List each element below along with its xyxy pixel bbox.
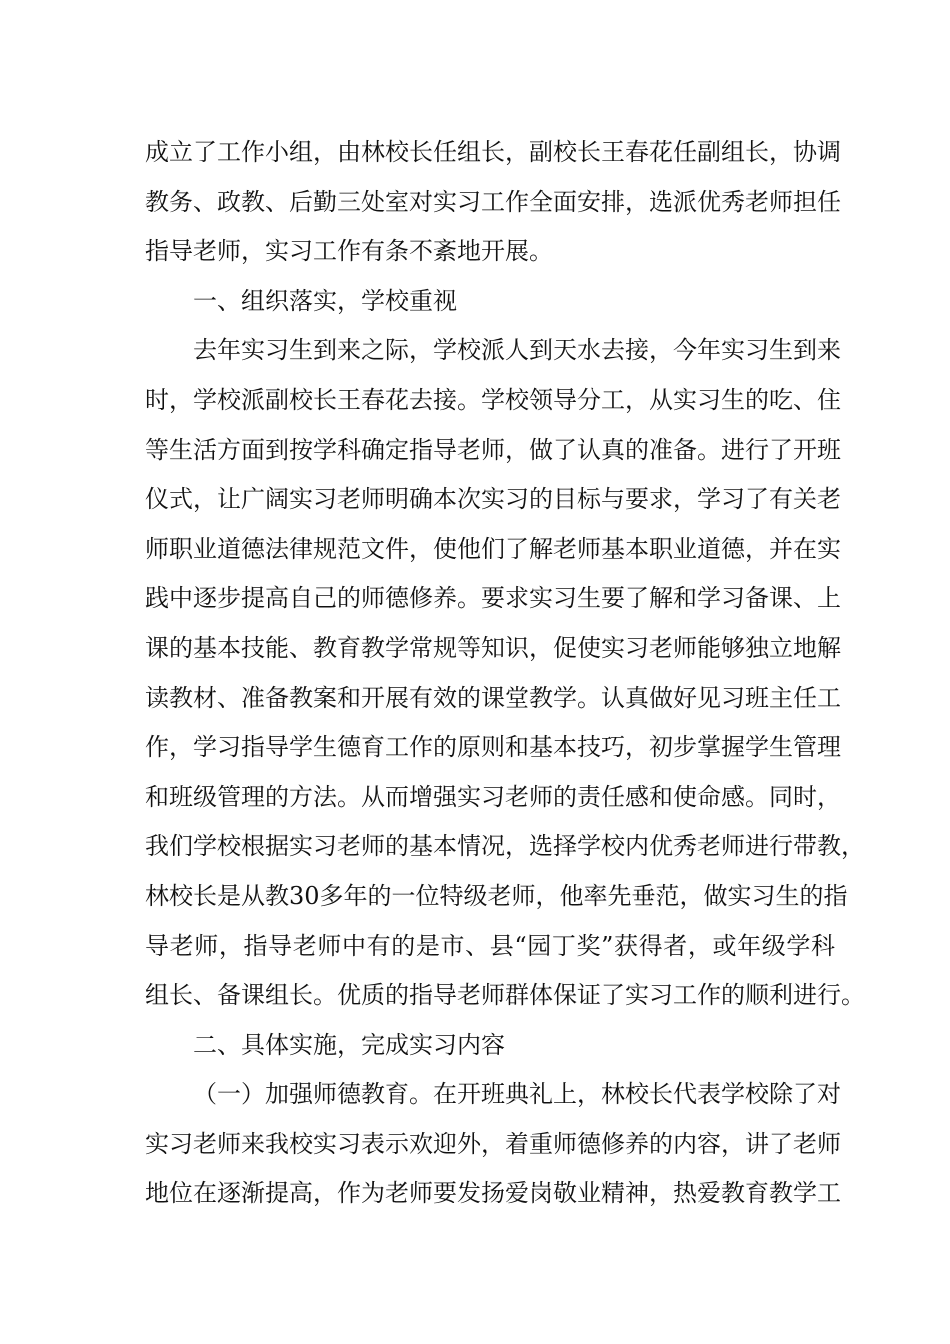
text-line: 组长、备课组长。优质的指导老师群体保证了实习工作的顺利进行。 (145, 981, 865, 1010)
text-line: 去年实习生到来之际，学校派人到天水去接，今年实习生到来 (193, 336, 841, 365)
text-line: 林校长是从教30多年的一位特级老师，他率先垂范，做实习生的指 (145, 881, 848, 910)
text-line: 等生活方面到按学科确定指导老师，做了认真的准备。进行了开班 (145, 435, 841, 464)
text-line: 导老师，指导老师中有的是市、县“园丁奖”获得者，或年级学科 (145, 931, 835, 960)
document-body (145, 128, 865, 1219)
text-line: 作，学习指导学生德育工作的原则和基本技巧，初步掌握学生管理 (145, 733, 841, 762)
text-line: 课的基本技能、教育教学常规等知识，促使实习老师能够独立地解 (145, 633, 841, 662)
text-line: 践中逐步提高自己的师德修养。要求实习生要了解和学习备课、上 (145, 584, 841, 613)
text-line: 和班级管理的方法。从而增强实习老师的责任感和使命感。同时， (145, 782, 841, 811)
text-line: 成立了工作小组，由林校长任组长，副校长王春花任副组长，协调 (145, 138, 841, 166)
text-line: 时，学校派副校长王春花去接。学校领导分工，从实习生的吃、住 (145, 385, 841, 414)
text-line: 地位在逐渐提高，作为老师要发扬爱岗敬业精神，热爱教育教学工 (145, 1179, 841, 1208)
text-line: 指导老师，实习工作有条不紊地开展。 (145, 237, 553, 266)
text-line: 仪式，让广阔实习老师明确本次实习的目标与要求，学习了有关老 (145, 485, 841, 514)
text-line: 师职业道德法律规范文件，使他们了解老师基本职业道德，并在实 (145, 534, 841, 563)
text-line: 我们学校根据实习老师的基本情况，选择学校内优秀老师进行带教， (145, 832, 865, 861)
text-line: （一）加强师德教育。在开班典礼上，林校长代表学校除了对 (193, 1080, 841, 1109)
text-line: 教务、政教、后勤三处室对实习工作全面安排，选派优秀老师担任 (145, 187, 841, 216)
text-line: 实习老师来我校实习表示欢迎外，着重师德修养的内容，讲了老师 (145, 1129, 841, 1158)
text-line: 读教材、准备教案和开展有效的课堂教学。认真做好见习班主任工 (145, 683, 841, 712)
text-line: 一、组织落实，学校重视 (193, 286, 457, 315)
text-line: 二、具体实施，完成实习内容 (193, 1030, 505, 1059)
